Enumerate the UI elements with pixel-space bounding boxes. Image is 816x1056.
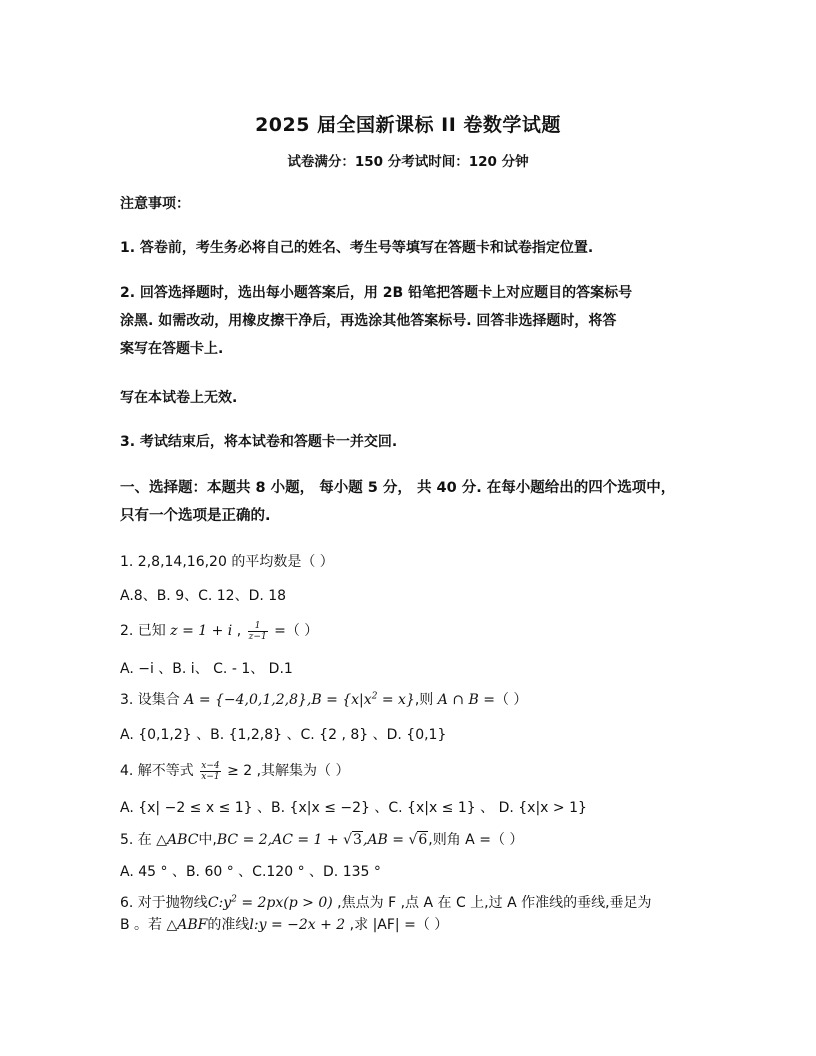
question-5-expr-3: ,AB = — [362, 832, 409, 848]
question-4-stem — [120, 757, 720, 785]
question-4-fraction — [200, 761, 220, 782]
question-2-fraction — [248, 621, 268, 642]
exam-title: 2025 届全国新课标 II 卷数学试题 — [255, 114, 561, 136]
question-2-frac-den: z−1 — [248, 631, 267, 642]
note-item-2 — [120, 279, 720, 363]
question-2-stem: 2. 已知 z = 1 + i , $\frac{1}{z-1}$ =（ ） — [120, 620, 319, 642]
question-3-prefix: 3. 设集合 — [120, 692, 180, 708]
question-6-line-2: B 。若 △ABF的准线l:y = −2x + 2 ,求 |AF| =（ ） — [120, 917, 449, 933]
question-5-stem — [120, 826, 720, 854]
question-5-expr-2: BC = 2,AC = 1 + — [216, 832, 344, 848]
question-5-prefix: 5. 在 △ — [120, 832, 168, 848]
note-item-3: 3. 考试结束后，将本试卷和答题卡一并交回. — [120, 434, 398, 450]
section-1-heading-line-2: 只有一个选项是正确的. — [120, 508, 271, 524]
question-3-tail: =（ ） — [478, 692, 528, 708]
section-1-heading-line-1: 一、选择题：本题共 8 小题， 每小题 5 分， 共 40 分. 在每小题给出的四个选项中， — [120, 480, 676, 496]
note-item-2-line-1: 2. 回答选择题时，选出每小题答案后，用 2B 铅笔把答题卡上对应题目的答案标号 — [120, 285, 633, 301]
question-2-expr: z = 1 + i — [170, 623, 233, 639]
question-4-frac-num: x−4 — [201, 760, 220, 771]
question-2-prefix: 2. 已知 — [120, 623, 166, 639]
note-item-2-line-2: 涂黑. 如需改动，用橡皮擦干净后，再选涂其他答案标号. 回答非选择题时，将答 — [120, 313, 617, 329]
note-item-1: 1. 答卷前，考生务必将自己的姓名、考生号等填写在答题卡和试卷指定位置. — [120, 240, 594, 256]
question-4-suffix: ≥ 2 ,其解集为（ ） — [227, 763, 350, 779]
question-5-mid: 中, — [198, 832, 217, 848]
question-5-sqrt-6: √6 — [408, 832, 428, 848]
notes-heading: 注意事项： — [120, 196, 190, 212]
question-5-tail: ,则角 A =（ ） — [428, 832, 524, 848]
question-4-options: A. {x| −2 ≤ x ≤ 1} 、B. {x|x ≤ −2} 、C. {x|x ≤ 1} 、 D. {x|x > 1} — [120, 800, 587, 816]
question-1-options: A.8、B. 9、C. 12、D. 18 — [120, 588, 287, 604]
note-item-2-line-3: 案写在答题卡上. — [120, 341, 224, 357]
question-3-suffix: ,则 — [414, 692, 434, 708]
question-5-expr: ABC — [167, 832, 199, 848]
question-5-options: A. 45 ° 、B. 60 ° 、C.120 ° 、D. 135 ° — [120, 864, 381, 880]
exam-subtitle: 试卷满分：150 分考试时间：120 分钟 — [287, 154, 529, 170]
question-2-suffix: =（ ） — [274, 623, 319, 639]
question-5-sqrt-3: √3 — [343, 832, 362, 848]
question-2-frac-num: 1 — [248, 621, 268, 632]
question-3-expr-3: A ∩ B — [437, 692, 479, 708]
question-6-line-1: 6. 对于抛物线$C:y^2 = 2px(p > 0)$ ,焦点为 F ,点 A 在 C 上,过 A 作准线的垂线,垂足为 — [120, 894, 652, 911]
question-1-stem: 1. 2,8,14,16,20 的平均数是（ ） — [120, 554, 334, 570]
question-6-stem — [120, 892, 720, 936]
question-3-stem — [120, 686, 720, 714]
question-3-expr: $A = \{-4,0,1,2,8\},B = \{x|x^2 = x\}$ — [184, 691, 415, 708]
question-2-options: A. −i 、B. i、 C. - 1、 D.1 — [120, 661, 293, 677]
question-4-prefix: 4. 解不等式 — [120, 763, 194, 779]
question-3-options: A. {0,1,2} 、B. {1,2,8} 、C. {2 , 8} 、D. {0,1} — [120, 727, 447, 743]
note-item-2-tail: 写在本试卷上无效. — [120, 390, 238, 406]
section-1-heading — [120, 474, 720, 530]
question-4-frac-den: x−1 — [201, 771, 220, 782]
